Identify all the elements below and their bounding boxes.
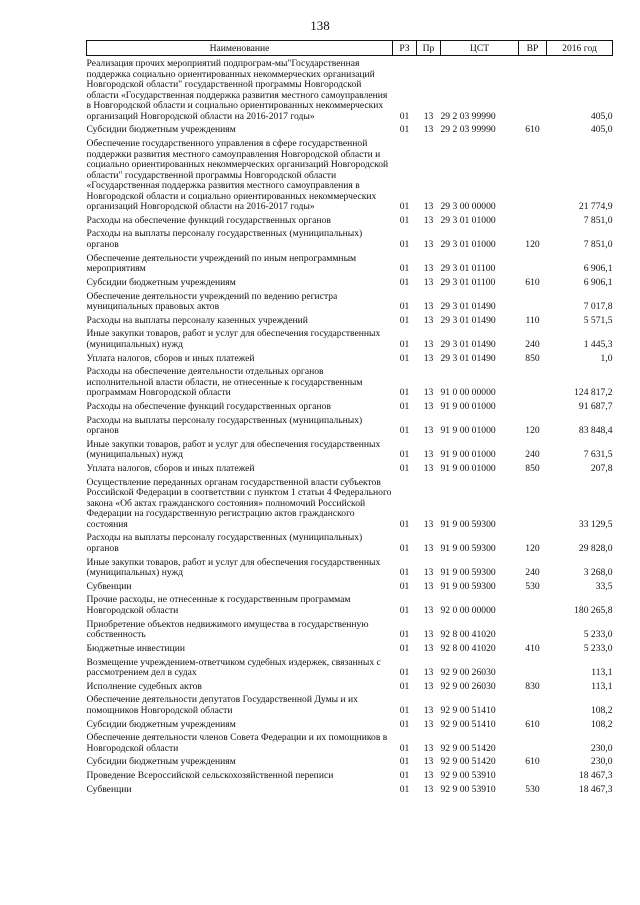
table-row [87, 275, 613, 289]
row-rz: 01 [399, 301, 410, 312]
table-row [87, 56, 613, 123]
row-value: 405,0 [590, 124, 613, 136]
row-value: 1,0 [600, 352, 613, 364]
row-pr: 13 [423, 263, 434, 275]
row-vr [519, 364, 547, 399]
table-row [87, 716, 613, 730]
row-value: 7 017,8 [583, 301, 613, 312]
row-rz: 01 [399, 238, 410, 250]
row-rz: 01 [399, 580, 410, 592]
row-name: Прочие расходы, не отнесенные к государственным программам Новгородской области [86, 594, 351, 616]
row-vr: 850 [525, 352, 540, 364]
row-name: Субвенции [86, 783, 132, 795]
row-cst: 91 9 00 01000 [440, 400, 496, 412]
table-row [87, 326, 613, 350]
row-vr: 240 [525, 338, 540, 350]
row-vr [519, 654, 547, 678]
row-name: Обеспечение государственного управления в сфере государственной поддержки развития местного самоуправления Новгородской области и социально ориентированных некоммерческих организаций Новгородской области" государственной программы Новгородской области «Государственная поддержка развития местного самоуправления в Новгородской области и социально ориентированных некоммерческих организаций Новгородской области на 2016-2017 годы» [86, 138, 389, 213]
table-row [87, 122, 613, 136]
row-cst: 29 3 01 01000 [440, 238, 496, 250]
row-rz: 01 [399, 604, 410, 616]
row-value: 29 828,0 [578, 542, 613, 554]
row-vr: 410 [525, 642, 540, 654]
row-value: 113,1 [591, 667, 613, 678]
table-row [87, 213, 613, 227]
row-value: 18 467,3 [578, 770, 613, 782]
header-rz: РЗ [393, 41, 417, 56]
table-row [87, 250, 613, 274]
row-pr: 13 [423, 449, 434, 461]
row-cst: 92 9 00 51410 [440, 704, 496, 716]
table-row [87, 461, 613, 475]
row-pr: 13 [423, 425, 434, 437]
row-name: Иные закупки товаров, работ и услуг для обеспечения государственных (муниципальных) нужд [86, 556, 381, 579]
page-number: 138 [310, 18, 330, 33]
row-rz: 01 [399, 704, 410, 716]
row-pr: 13 [423, 238, 434, 250]
row-value: 7 631,5 [583, 449, 613, 461]
header-year: 2016 год [547, 41, 613, 56]
row-rz: 01 [399, 110, 410, 122]
row-vr: 850 [525, 463, 540, 474]
table-row [87, 399, 613, 413]
row-name: Расходы на выплаты персоналу государственных (муниципальных) органов [86, 532, 363, 554]
row-rz: 01 [399, 124, 410, 136]
row-cst: 29 3 01 01490 [440, 301, 496, 312]
row-pr: 13 [423, 518, 434, 530]
row-rz: 01 [399, 400, 410, 412]
table-row [87, 350, 613, 364]
row-cst: 91 9 00 01000 [440, 449, 496, 461]
row-name: Субсидии бюджетным учреждениям [86, 124, 236, 136]
header-pr: Пр [417, 41, 441, 56]
row-pr: 13 [423, 276, 434, 288]
row-value: 7 851,0 [583, 238, 613, 250]
row-name: Обеспечение деятельности депутатов Государственной Думы и их помощников Новгородской области [86, 694, 358, 716]
row-pr: 13 [423, 742, 434, 754]
row-cst: 29 2 03 99990 [440, 124, 496, 136]
row-vr: 830 [525, 680, 540, 692]
row-vr: 530 [525, 580, 540, 592]
row-pr: 13 [423, 352, 434, 364]
row-cst: 91 9 00 59300 [440, 580, 496, 592]
row-pr: 13 [423, 301, 434, 312]
row-value: 5 233,0 [583, 629, 613, 641]
row-value: 1 445,3 [583, 338, 613, 350]
table-row [87, 616, 613, 640]
row-vr [519, 592, 547, 616]
row-vr: 530 [525, 783, 540, 795]
row-name: Расходы на обеспечение деятельности отдельных органов исполнительной власти области, не отнесенные к государственным программам Новгородской области [86, 366, 363, 399]
table-row [87, 313, 613, 327]
row-rz: 01 [399, 629, 410, 641]
row-value: 21 774,9 [578, 201, 613, 213]
row-cst: 91 9 00 59300 [440, 567, 496, 579]
row-rz: 01 [399, 718, 410, 730]
row-name: Возмещение учреждением-ответчиком судебных издержек, связанных с рассмотрением дел в судах [86, 656, 381, 678]
budget-table [86, 40, 613, 795]
row-value: 108,2 [590, 704, 613, 716]
row-vr [519, 250, 547, 274]
row-pr: 13 [423, 110, 434, 122]
table-row [87, 364, 613, 399]
row-value: 91 687,7 [578, 400, 613, 412]
table-row [87, 226, 613, 250]
row-vr [519, 399, 547, 413]
row-cst: 91 9 00 59300 [440, 542, 496, 554]
row-vr [519, 730, 547, 754]
table-row [87, 579, 613, 593]
row-rz: 01 [399, 667, 410, 678]
row-value: 3 268,0 [583, 567, 613, 579]
table-row [87, 136, 613, 213]
row-rz: 01 [399, 742, 410, 754]
row-pr: 13 [423, 387, 434, 399]
table-row [87, 437, 613, 461]
row-vr [519, 288, 547, 312]
row-cst: 91 9 00 01000 [440, 463, 496, 474]
row-cst: 92 9 00 53910 [440, 783, 496, 795]
table-row [87, 412, 613, 436]
row-pr: 13 [423, 214, 434, 226]
row-rz: 01 [399, 387, 410, 399]
row-name: Приобретение объектов недвижимого имущества в государственную собственность [86, 618, 369, 641]
row-value: 6 906,1 [583, 263, 613, 275]
row-cst: 29 2 03 99990 [440, 110, 496, 122]
table-row [87, 654, 613, 678]
table-row [87, 554, 613, 578]
row-cst: 92 9 00 51420 [440, 742, 496, 754]
row-name: Расходы на выплаты персоналу государственных (муниципальных) органов [86, 228, 363, 250]
row-vr: 240 [525, 567, 540, 579]
row-name: Бюджетные инвестиции [86, 642, 185, 654]
row-pr: 13 [423, 567, 434, 579]
row-rz: 01 [399, 214, 410, 226]
row-value: 33,5 [595, 580, 613, 592]
row-name: Субсидии бюджетным учреждениям [86, 756, 236, 768]
row-name: Расходы на обеспечение функций государственных органов [86, 400, 331, 412]
row-cst: 29 3 01 01100 [440, 276, 496, 288]
row-cst: 92 8 00 41020 [440, 642, 496, 654]
row-rz: 01 [399, 425, 410, 437]
row-vr [519, 136, 547, 213]
row-cst: 92 9 00 53910 [440, 770, 496, 782]
row-value: 113,1 [591, 680, 613, 692]
row-vr [519, 768, 547, 782]
row-name: Иные закупки товаров, работ и услуг для обеспечения государственных (муниципальных) нужд [86, 328, 381, 350]
row-rz: 01 [399, 756, 410, 768]
row-value: 207,8 [590, 463, 613, 474]
row-pr: 13 [423, 629, 434, 641]
row-name: Уплата налогов, сборов и иных платежей [86, 352, 255, 364]
header-cst: ЦСТ [441, 41, 519, 56]
row-vr: 120 [525, 425, 540, 437]
row-pr: 13 [423, 704, 434, 716]
row-name: Уплата налогов, сборов и иных платежей [86, 463, 255, 474]
row-rz: 01 [399, 567, 410, 579]
row-cst: 29 3 00 00000 [440, 201, 496, 213]
row-name: Расходы на выплаты персоналу государственных (муниципальных) органов [86, 414, 363, 437]
row-name: Обеспечение деятельности учреждений по иным непрограммным мероприятиям [86, 252, 357, 275]
row-value: 124 817,2 [574, 387, 613, 399]
row-rz: 01 [399, 783, 410, 795]
row-pr: 13 [423, 201, 434, 213]
row-rz: 01 [399, 542, 410, 554]
row-rz: 01 [399, 449, 410, 461]
row-rz: 01 [399, 276, 410, 288]
row-value: 230,0 [590, 742, 613, 754]
row-pr: 13 [423, 580, 434, 592]
row-vr: 240 [525, 449, 540, 461]
header-name: Наименование [87, 41, 393, 56]
row-cst: 92 9 00 26030 [440, 667, 496, 678]
row-name: Исполнение судебных актов [86, 680, 202, 692]
row-rz: 01 [399, 642, 410, 654]
row-value: 83 848,4 [578, 425, 613, 437]
row-pr: 13 [423, 770, 434, 782]
row-pr: 13 [423, 667, 434, 678]
row-cst: 29 3 01 01490 [440, 314, 496, 326]
row-rz: 01 [399, 352, 410, 364]
row-pr: 13 [423, 542, 434, 554]
row-value: 108,2 [590, 718, 613, 730]
row-name: Иные закупки товаров, работ и услуг для обеспечения государственных (муниципальных) нужд [86, 438, 381, 461]
row-vr: 110 [525, 314, 540, 326]
row-cst: 29 3 01 01490 [440, 338, 496, 350]
table-row [87, 768, 613, 782]
row-cst: 29 3 01 01000 [440, 214, 496, 226]
row-name: Обеспечение деятельности учреждений по ведению регистра муниципальных правовых актов [86, 290, 338, 312]
row-rz: 01 [399, 518, 410, 530]
row-cst: 92 9 00 51410 [440, 718, 496, 730]
row-vr [519, 56, 547, 123]
row-vr: 120 [525, 238, 540, 250]
row-name: Проведение Всероссийской сельскохозяйственной переписи [86, 770, 334, 782]
row-value: 405,0 [590, 110, 613, 122]
row-pr: 13 [423, 124, 434, 136]
table-header-row [87, 41, 613, 56]
row-name: Реализация прочих мероприятий подпрограм-мы"Государственная поддержка социально ориентированных некоммерческих организаций Новгородской области" государственной программы Новгородской области «Государственная поддержка развития местного самоуправления в Новгородской области и социально ориентированных некоммерческих организаций Новгородской области на 2016-2017 годы» [86, 58, 388, 122]
table-row [87, 475, 613, 531]
row-vr: 610 [525, 276, 540, 288]
row-vr [519, 616, 547, 640]
row-name: Обеспечение деятельности членов Совета Федерации и их помощников в Новгородской области [86, 732, 388, 754]
row-vr [519, 213, 547, 227]
table-row [87, 679, 613, 693]
table-row [87, 641, 613, 655]
table-row [87, 288, 613, 312]
row-cst: 92 9 00 26030 [440, 680, 496, 692]
row-pr: 13 [423, 604, 434, 616]
row-vr: 610 [525, 756, 540, 768]
row-rz: 01 [399, 338, 410, 350]
budget-table-container [86, 40, 612, 795]
table-row [87, 782, 613, 796]
row-rz: 01 [399, 201, 410, 213]
row-pr: 13 [423, 642, 434, 654]
row-value: 7 851,0 [583, 214, 613, 226]
row-pr: 13 [423, 463, 434, 474]
row-rz: 01 [399, 680, 410, 692]
row-pr: 13 [423, 756, 434, 768]
row-rz: 01 [399, 770, 410, 782]
row-vr [519, 475, 547, 531]
row-pr: 13 [423, 680, 434, 692]
row-rz: 01 [399, 314, 410, 326]
table-row [87, 730, 613, 754]
row-vr: 610 [525, 718, 540, 730]
row-pr: 13 [423, 718, 434, 730]
row-name: Субсидии бюджетным учреждениям [86, 718, 236, 730]
row-value: 18 467,3 [578, 783, 613, 795]
row-cst: 29 3 01 01100 [440, 263, 496, 275]
row-value: 33 129,5 [578, 518, 613, 530]
row-pr: 13 [423, 314, 434, 326]
row-vr [519, 692, 547, 716]
row-name: Субсидии бюджетным учреждениям [86, 276, 236, 288]
row-value: 6 906,1 [583, 276, 613, 288]
row-pr: 13 [423, 783, 434, 795]
row-name: Осуществление переданных органам государственной власти субъектов Российской Федерации в соответствии с пунктом 1 статьи 4 Федерального закона «Об актах гражданского состояния» полномочий Российской Федерации на государственную регистрацию актов гражданского состояния [86, 476, 392, 530]
table-row [87, 754, 613, 768]
row-value: 5 571,5 [583, 314, 613, 326]
row-cst: 91 9 00 59300 [440, 518, 496, 530]
row-cst: 29 3 01 01490 [440, 352, 496, 364]
row-name: Субвенции [86, 580, 132, 592]
row-vr: 610 [525, 124, 540, 136]
row-rz: 01 [399, 263, 410, 275]
row-name: Расходы на выплаты персоналу казенных учреждений [86, 314, 308, 326]
table-row [87, 592, 613, 616]
header-vr: ВР [519, 41, 547, 56]
row-pr: 13 [423, 400, 434, 412]
row-name: Расходы на обеспечение функций государственных органов [86, 214, 331, 226]
row-value: 230,0 [590, 756, 613, 768]
table-row [87, 530, 613, 554]
row-value: 180 265,8 [574, 604, 613, 616]
row-vr: 120 [525, 542, 540, 554]
row-pr: 13 [423, 338, 434, 350]
table-row [87, 692, 613, 716]
row-cst: 92 9 00 51420 [440, 756, 496, 768]
row-rz: 01 [399, 463, 410, 474]
row-cst: 91 9 00 01000 [440, 425, 496, 437]
row-cst: 91 0 00 00000 [440, 387, 496, 399]
row-cst: 92 0 00 00000 [440, 604, 496, 616]
row-value: 5 233,0 [583, 642, 613, 654]
row-cst: 92 8 00 41020 [440, 629, 496, 641]
